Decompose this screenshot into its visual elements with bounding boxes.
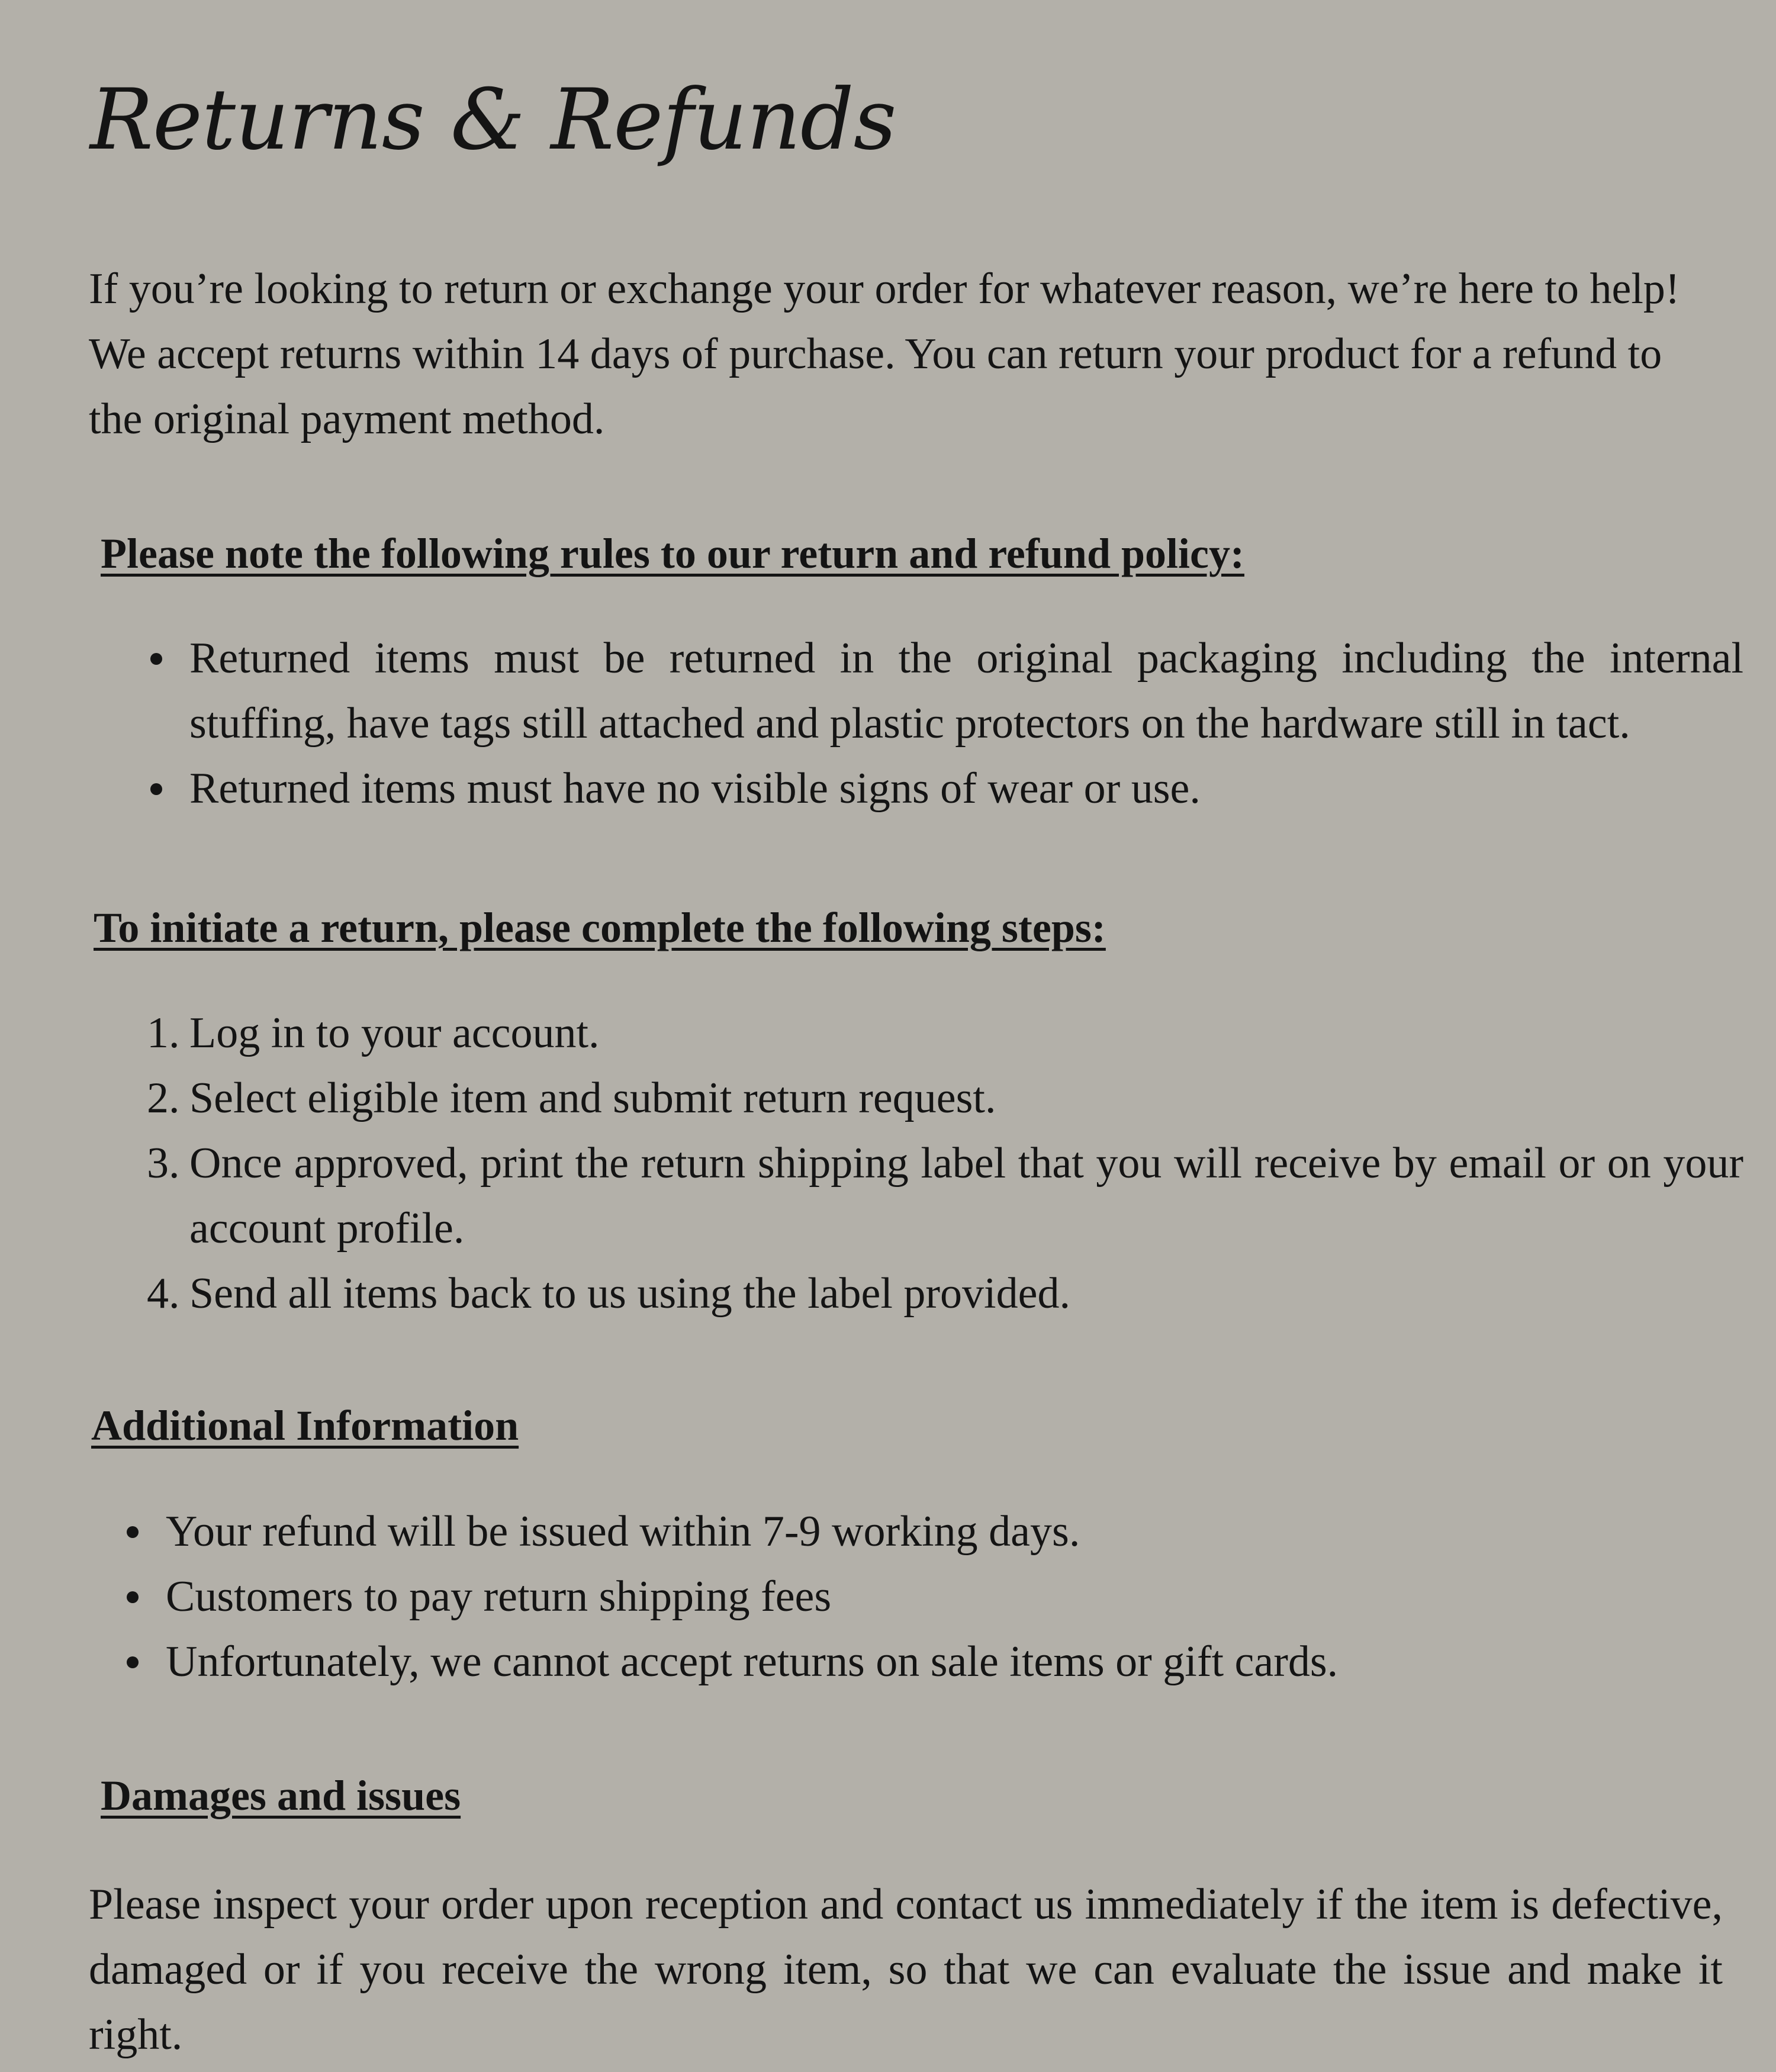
damages-heading: Damages and issues [101, 1772, 461, 1819]
list-item: Your refund will be issued within 7-9 working days. [166, 1499, 1705, 1564]
intro-paragraph: If you’re looking to return or exchange your order for whatever reason, we’re here to help! We accept returns within 14 days of purchase. You can return your product for a refund to the original payment method. [89, 265, 1680, 443]
info-list [166, 1499, 1705, 1694]
step-text: Select eligible item and submit return request. [189, 1074, 996, 1122]
page-title: Returns & Refunds [90, 71, 896, 169]
step-number: 4. [147, 1269, 180, 1318]
step-text: Send all items back to us using the label provided. [189, 1269, 1070, 1318]
list-item [147, 1131, 1743, 1261]
list-item [147, 1261, 1743, 1326]
list-item: Customers to pay return shipping fees [166, 1564, 1705, 1629]
step-text: Log in to your account. [189, 1009, 600, 1057]
list-item: Unfortunately, we cannot accept returns on sale items or gift cards. [166, 1629, 1705, 1694]
step-number: 2. [147, 1074, 180, 1122]
list-item: Returned items must have no visible signs of wear or use. [189, 756, 1743, 821]
list-item [147, 1000, 1743, 1066]
rules-list [189, 626, 1743, 821]
step-text: Once approved, print the return shipping label that you will receive by email or on your account profile. [189, 1139, 1743, 1253]
step-number: 1. [147, 1009, 180, 1057]
steps-list [147, 1000, 1743, 1326]
list-item [147, 1066, 1743, 1131]
steps-heading: To initiate a return, please complete the following steps: [94, 904, 1106, 951]
info-heading: Additional Information [91, 1402, 519, 1449]
rules-heading: Please note the following rules to our return and refund policy: [101, 530, 1244, 577]
damages-paragraph: Please inspect your order upon reception and contact us immediately if the item is defective, damaged or if you receive the wrong item, so that we can evaluate the issue and make it right. [89, 1880, 1723, 2059]
step-number: 3. [147, 1139, 180, 1188]
list-item: Returned items must be returned in the original packaging including the internal stuffing, have tags still attached and plastic protectors on the hardware still in tact. [189, 626, 1743, 756]
